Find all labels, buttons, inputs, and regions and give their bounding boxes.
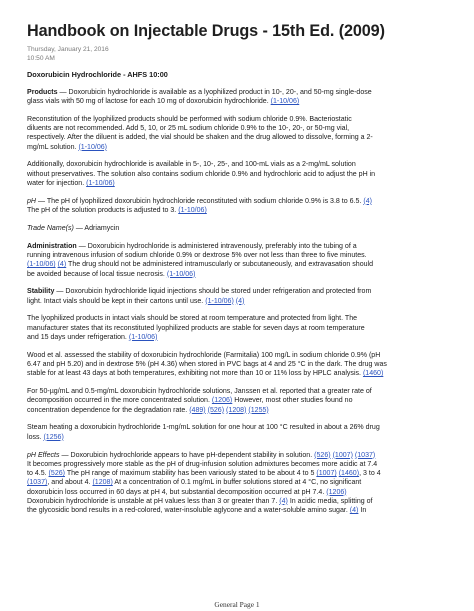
reference-link[interactable]: (1-10/06): [128, 333, 158, 341]
reference-link[interactable]: (1-10/06): [270, 98, 300, 106]
text-segment: respectively. After the diluent is added, the vial should be shaken and the drug allowed to dissolve, forming a 2-: [27, 134, 373, 142]
reference-link[interactable]: (1-10/06): [78, 143, 108, 151]
text-segment: The pH of the solution products is adjusted to 3.: [27, 207, 179, 215]
reference-link[interactable]: (1-10/06): [178, 207, 207, 215]
paragraph: [27, 88, 448, 107]
text-line: [27, 360, 448, 369]
text-line: [27, 469, 448, 478]
paragraph: [27, 451, 448, 516]
text-line: [27, 497, 448, 506]
text-line: [27, 451, 448, 460]
text-line: [27, 396, 448, 405]
text-line: [27, 160, 448, 169]
text-segment: to 4.5.: [27, 470, 49, 478]
reference-link[interactable]: (4): [235, 297, 245, 305]
text-line: [27, 170, 448, 179]
paragraph: [27, 387, 448, 415]
reference-link[interactable]: (1007): [316, 470, 337, 478]
text-segment: The pH range of maximum stability has been variously stated to be about 4 to 5: [65, 470, 317, 478]
text-line: [27, 506, 448, 515]
page-footer: General Page 1: [214, 600, 260, 609]
bold-label: Administration: [27, 242, 77, 250]
reference-link[interactable]: (526): [207, 406, 225, 414]
text-segment: The lyophilized products in intact vials should be stored at room temperature and protected from light. The: [27, 315, 358, 323]
reference-link[interactable]: (489): [189, 406, 206, 414]
text-line: [27, 406, 448, 415]
text-line: [27, 124, 448, 133]
text-line: [27, 270, 448, 279]
text-line: [27, 287, 448, 296]
date-text: Thursday, January 21, 2016: [27, 46, 109, 53]
text-line: [27, 143, 448, 152]
reference-link[interactable]: (1007): [332, 451, 353, 459]
text-line: [27, 387, 448, 396]
text-line: [27, 242, 448, 251]
text-line: [27, 97, 448, 106]
italic-label: Trade Name(s): [27, 224, 74, 232]
text-line: [27, 115, 448, 124]
text-segment: It becomes progressively more stable as the pH of drug-infusion solution admixtures becomes more acidic at 7.4: [27, 460, 378, 468]
text-segment: , 3 to 4: [359, 470, 381, 478]
paragraph: [27, 242, 448, 279]
reference-link[interactable]: (1255): [248, 406, 269, 414]
text-line: [27, 369, 448, 378]
document-body: [27, 88, 448, 516]
text-segment: decomposition occurred in the more concentrated solution.: [27, 397, 212, 405]
bold-label: Stability: [27, 288, 55, 296]
text-segment: mg/mL solution.: [27, 143, 79, 151]
text-segment: glass vials with 50 mg of lactose for each 10 mg of doxorubicin hydrochloride.: [27, 98, 271, 106]
text-segment: diluents are not recommended. Add 5, 10, or 25 mL sodium chloride 0.9% to the 10-, 20-, or 50-mg vial,: [27, 125, 350, 133]
text-line: [27, 88, 448, 97]
reference-link[interactable]: (4): [363, 197, 372, 205]
reference-link[interactable]: (1037): [354, 451, 376, 459]
text-line: [27, 324, 448, 333]
text-segment: light. Intact vials should be kept in their cartons until use.: [27, 297, 206, 305]
text-segment: Reconstitution of the lyophilized products should be performed with sodium chloride 0.9%. Bacteriostatic: [27, 115, 352, 123]
reference-link[interactable]: (1206): [326, 488, 347, 496]
text-segment: — The pH of lyophilized doxorubicin hydrochloride reconstituted with sodium chloride 0.9% is 3.8 to 6.5.: [36, 197, 364, 205]
reference-link[interactable]: (1208): [226, 406, 247, 414]
reference-link[interactable]: (1256): [43, 433, 64, 441]
timestamp: [27, 46, 448, 63]
italic-label: pH Effects: [27, 451, 60, 459]
section-heading: Doxorubicin Hydrochloride - AHFS 10:00: [27, 70, 168, 80]
document-title: Handbook on Injectable Drugs - 15th Ed. (2009): [27, 22, 385, 40]
text-segment: However, most other studies found no: [232, 397, 353, 405]
text-line: [27, 314, 448, 323]
text-line: [27, 423, 448, 432]
text-segment: Steam heating a doxorubicin hydrochloride 1-mg/mL solution for one hour at 100 °C resulted in about a 26% drug: [27, 424, 380, 432]
text-segment: — Doxorubicin hydrochloride is administered intravenously, preferably into the tubing of a: [76, 242, 357, 250]
text-segment: stable for at least 43 days at both temperatures, exhibiting not more than 10 or 11% loss by HPLC analysis.: [27, 370, 363, 378]
text-segment: — Doxorubicin hydrochloride liquid injections should be stored under refrigeration and protected from: [54, 288, 372, 296]
text-segment: without preservatives. The solution also contains sodium chloride 0.9% and hydrochloric acid to adjust the pH in: [27, 170, 376, 178]
text-segment: water for injection.: [27, 179, 87, 187]
text-line: [27, 133, 448, 142]
text-segment: In: [358, 507, 367, 515]
text-line: [27, 433, 448, 442]
text-line: [27, 206, 448, 215]
text-segment: Wood et al. assessed the stability of doxorubicin hydrochloride (Farmitalia) 100 mg/L in sodium chloride 0.9% (pH: [27, 351, 381, 359]
text-segment: , and about 4.: [47, 479, 93, 487]
bold-label: Products: [27, 88, 58, 96]
reference-link[interactable]: (1-10/06): [205, 297, 234, 305]
reference-link[interactable]: (1206): [211, 397, 233, 405]
reference-link[interactable]: (526): [48, 470, 65, 478]
reference-link[interactable]: (1-10/06): [166, 270, 196, 278]
text-segment: loss.: [27, 433, 44, 441]
text-segment: concentration dependence for the degradation rate.: [27, 406, 190, 414]
text-segment: and 15 days under refrigeration.: [27, 333, 129, 341]
text-line: [27, 297, 448, 306]
reference-link[interactable]: (4): [279, 497, 288, 505]
text-segment: — Doxorubicin hydrochloride appears to have pH-dependent stability in solution.: [59, 451, 315, 459]
text-segment: For 50-µg/mL and 0.5-mg/mL doxorubicin hydrochloride solutions, Janssen et al. reported that a greater rate of: [27, 388, 372, 396]
text-segment: Additionally, doxorubicin hydrochloride is available in 5-, 10-, 25-, and 100-mL vials as a 2-mg/mL solution: [27, 161, 356, 169]
paragraph: [27, 287, 448, 306]
paragraph: [27, 160, 448, 188]
text-segment: manufacturer states that its reconstituted lyophilized products are stable for seven days at room temperature: [27, 324, 365, 332]
reference-link[interactable]: (4): [57, 261, 67, 269]
text-segment: — Adriamycin: [73, 224, 120, 232]
text-line: [27, 197, 448, 206]
text-segment: In acidic media, splitting of: [287, 497, 373, 505]
italic-label: pH: [27, 197, 37, 205]
reference-link[interactable]: (1-10/06): [27, 261, 56, 269]
reference-link[interactable]: (526): [314, 451, 331, 459]
text-segment: doxorubicin loss occurred in 60 days at pH 4, but substantial decomposition occurred at pH 7.4.: [27, 488, 327, 496]
text-line: [27, 179, 448, 188]
text-line: [27, 488, 448, 497]
text-line: [27, 351, 448, 360]
text-line: [27, 478, 448, 487]
paragraph: [27, 423, 448, 442]
text-segment: Doxorubicin hydrochloride is unstable at pH values less than 3 or greater than 7.: [27, 497, 280, 505]
time-text: 10:50 AM: [27, 54, 55, 62]
text-segment: running intravenous infusion of sodium chloride 0.9% or dextrose 5% over not less than three to five minutes.: [27, 252, 367, 259]
reference-link[interactable]: (1460): [362, 370, 384, 378]
text-line: [27, 333, 448, 342]
reference-link[interactable]: (1208): [92, 479, 113, 487]
reference-link[interactable]: (4): [349, 507, 359, 515]
text-segment: The drug should not be administered intramuscularly or subcutaneously, and extravasation should: [66, 261, 374, 269]
paragraph: [27, 115, 448, 152]
text-segment: the glycosidic bond results in a red-colored, water-insoluble aglycone and a water-soluble amino sugar.: [27, 507, 350, 515]
paragraph: [27, 224, 448, 233]
reference-link[interactable]: (1460): [338, 470, 360, 478]
reference-link[interactable]: (1-10/06): [86, 179, 115, 187]
text-line: [27, 460, 448, 469]
paragraph: [27, 314, 448, 342]
text-line: [27, 224, 448, 233]
reference-link[interactable]: (1037): [27, 479, 48, 487]
paragraph: [27, 351, 448, 379]
text-line: [27, 260, 448, 269]
text-segment: At a concentration of 0.1 mg/mL in buffer solutions stored at 4 °C, no significant: [112, 479, 362, 487]
paragraph: [27, 197, 448, 216]
text-segment: 6.47 and pH 5.20) and in dextrose 5% (pH 4.36) when stored in PVC bags at 4 and 25 °C in the dark. The drug was: [27, 361, 387, 369]
text-segment: be avoided because of local tissue necrosis.: [27, 270, 167, 278]
text-line: [27, 251, 448, 260]
text-segment: — Doxorubicin hydrochloride is available as a lyophilized product in 10-, 20-, and 50-mg single-dose: [57, 88, 372, 96]
